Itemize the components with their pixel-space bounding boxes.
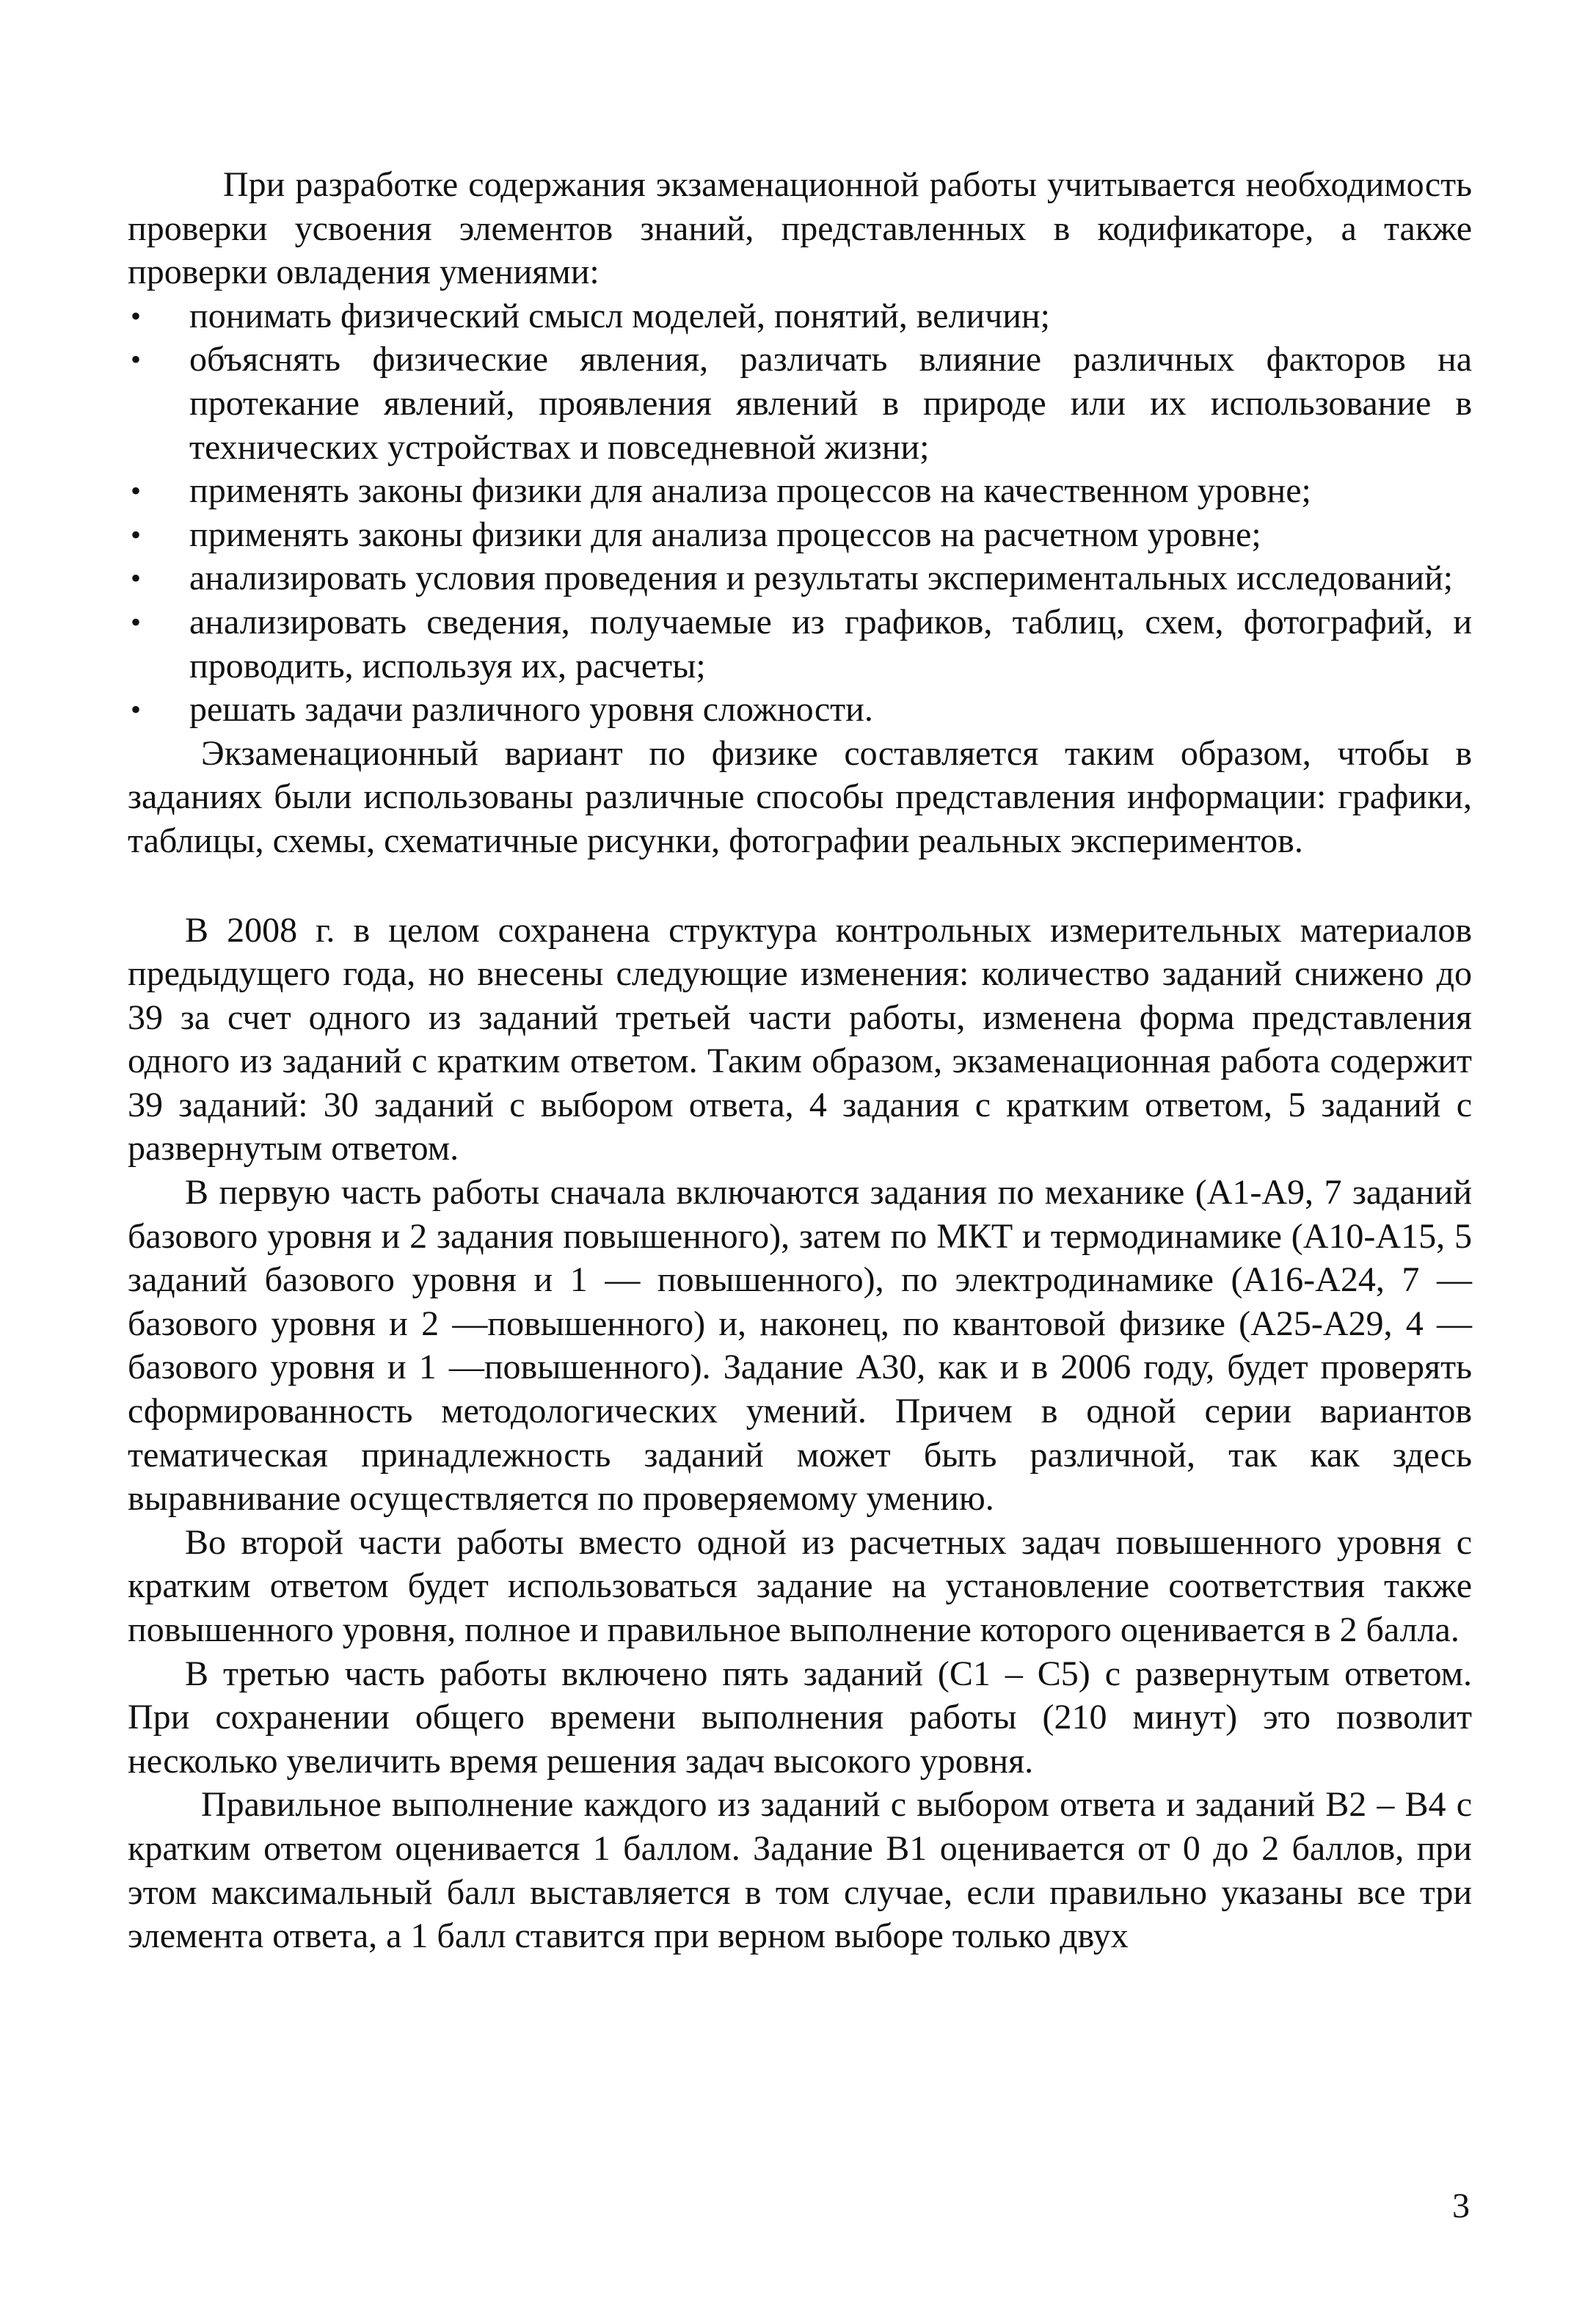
list-item <box>128 556 1472 600</box>
list-item-text: анализировать условия проведения и результаты экспериментальных исследований; <box>189 559 1454 598</box>
list-item-text: применять законы физики для анализа процессов на качественном уровне; <box>189 471 1311 511</box>
part-one-paragraph: В первую часть работы сначала включаются задания по механике (А1-А9, 7 заданий базового уровня и 2 задания повышенного), затем по МКТ и термодинамике (А10-А15, 5 заданий базового уровня и 1 — повышенного), по электродинамике (А16-А24, 7 — базового уровня и 2 —повышенного) и, наконец, по квантовой физике (А25-А29, 4 — базового уровня и 1 —повышенного). Задание А30, как и в 2006 году, будет проверять сформированность методологических умений. Причем в одной серии вариантов тематическая принадлежность заданий может быть различной, так как здесь выравнивание осуществляется по проверяемому умению. <box>128 1173 1472 1519</box>
changes-2008-paragraph: В 2008 г. в целом сохранена структура контрольных измерительных материалов предыдущего года, но внесены следующие изменения: количество заданий снижено до 39 за счет одного из заданий третьей части работы, изменена форма представления одного из заданий с кратким ответом. Таким образом, экзаменационная работа содержит 39 заданий: 30 заданий с выбором ответа, 4 задания с кратким ответом, 5 заданий с развернутым ответом. <box>128 910 1472 1168</box>
list-item-text: анализировать сведения, получаемые из графиков, таблиц, схем, фотографий, и проводить, используя их, расчеты; <box>189 602 1472 686</box>
bullet-icon: • <box>131 561 142 595</box>
bullet-icon: • <box>131 517 142 551</box>
section-gap <box>128 863 1472 909</box>
part-three-paragraph: В третью часть работы включено пять заданий (С1 – С5) с развернутым ответом. При сохранении общего времени выполнения работы (210 минут) это позволит несколько увеличить время решения задач высокого уровня. <box>128 1654 1472 1781</box>
skills-list <box>128 294 1472 732</box>
bullet-icon: • <box>131 693 142 727</box>
list-item-text: применять законы физики для анализа процессов на расчетном уровне; <box>189 515 1261 554</box>
list-item <box>128 513 1472 557</box>
bullet-icon: • <box>131 474 142 508</box>
list-item-text: объяснять физические явления, различать влияние различных факторов на протекание явлений, проявления явлений в природе или их использование в технических устройствах и повседневной жизни; <box>189 340 1472 467</box>
page-number: 3 <box>1452 2186 1470 2225</box>
list-item-text: решать задачи различного уровня сложности. <box>189 690 873 730</box>
bullet-icon: • <box>131 605 142 639</box>
part-two-paragraph: Во второй части работы вместо одной из расчетных задач повышенного уровня с кратким ответом будет использоваться задание на установление соответствия также повышенного уровня, полное и правильное выполнение которого оценивается в 2 балла. <box>128 1522 1472 1649</box>
list-item-text: понимать физический смысл моделей, понятий, величин; <box>189 296 1050 335</box>
list-item <box>128 469 1472 513</box>
scoring-paragraph: Правильное выполнение каждого из заданий с выбором ответа и заданий В2 – В4 с кратким ответом оценивается 1 баллом. Задание В1 оценивается от 0 до 2 баллов, при этом максимальный балл выставляется в том случае, если правильно указаны все три элемента ответа, а 1 балл ставится при верном выборе только двух <box>128 1785 1472 1956</box>
list-item <box>128 688 1472 732</box>
exam-variant-paragraph: Экзаменационный вариант по физике составляется таким образом, чтобы в заданиях были использованы различные способы представления информации: графики, таблицы, схемы, схематичные рисунки, фотографии реальных экспериментов. <box>128 733 1472 860</box>
bullet-icon: • <box>131 299 142 332</box>
document-page <box>128 163 1472 1958</box>
bullet-icon: • <box>131 343 142 377</box>
list-item <box>128 294 1472 338</box>
list-item <box>128 600 1472 688</box>
list-item <box>128 338 1472 469</box>
intro-paragraph: При разработке содержания экзаменационной работы учитывается необходимость проверки усвоения элементов знаний, представленных в кодификаторе, а также проверки овладения умениями: <box>128 165 1472 292</box>
